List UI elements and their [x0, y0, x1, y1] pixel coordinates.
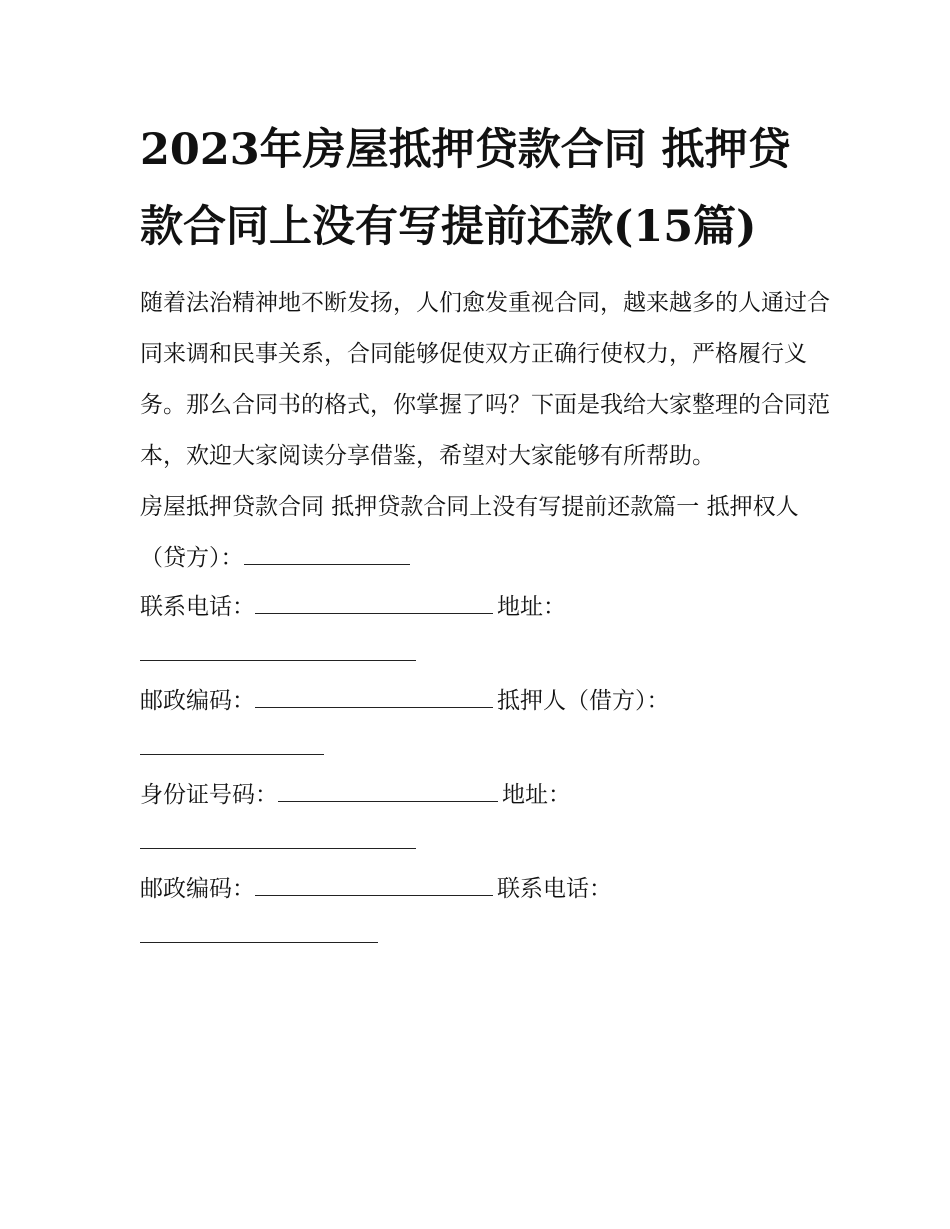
mortgagor-blank: [140, 732, 324, 755]
address2-blank-row: [140, 819, 830, 866]
id-number-blank: [278, 779, 498, 802]
contact-phone-row: [140, 584, 830, 631]
address2-label: 地址：: [502, 782, 571, 808]
section-heading: [140, 482, 830, 584]
contact-phone2-blank-row: [140, 913, 830, 960]
postal-code2-label: 邮政编码：: [140, 876, 255, 902]
id-number-label: 身份证号码：: [140, 782, 278, 808]
address2-blank: [140, 826, 416, 849]
postal-code2-blank: [255, 873, 493, 896]
mortgagor-label: 抵押人（借方）：: [497, 688, 670, 714]
address-label: 地址：: [497, 594, 566, 620]
contact-phone-label: 联系电话：: [140, 594, 255, 620]
contact-phone-blank: [255, 591, 493, 614]
document-title: 2023年房屋抵押贷款合同 抵押贷款合同上没有写提前还款(15篇): [140, 125, 791, 252]
mortgagor-blank-row: [140, 725, 830, 772]
postal-code2-row: [140, 866, 830, 913]
address-blank: [140, 638, 416, 661]
section-heading-text: 房屋抵押贷款合同 抵押贷款合同上没有写提前还款篇一 抵押权人（贷方）：: [140, 494, 799, 571]
intro-paragraph: 随着法治精神地不断发扬，人们愈发重视合同，越来越多的人通过合同来调和民事关系，合同能够促使双方正确行使权力，严格履行义务。那么合同书的格式，你掌握了吗？下面是我给大家整理的合同范本，欢迎大家阅读分享借鉴，希望对大家能够有所帮助。: [140, 290, 830, 469]
postal-code-blank: [255, 685, 493, 708]
postal-code-label: 邮政编码：: [140, 688, 255, 714]
id-number-row: [140, 772, 830, 819]
lender-blank: [244, 542, 410, 565]
postal-code-row: [140, 678, 830, 725]
contact-phone2-blank: [140, 920, 378, 943]
document-page: [140, 112, 830, 960]
contact-phone2-label: 联系电话：: [497, 876, 612, 902]
address-blank-row: [140, 631, 830, 678]
